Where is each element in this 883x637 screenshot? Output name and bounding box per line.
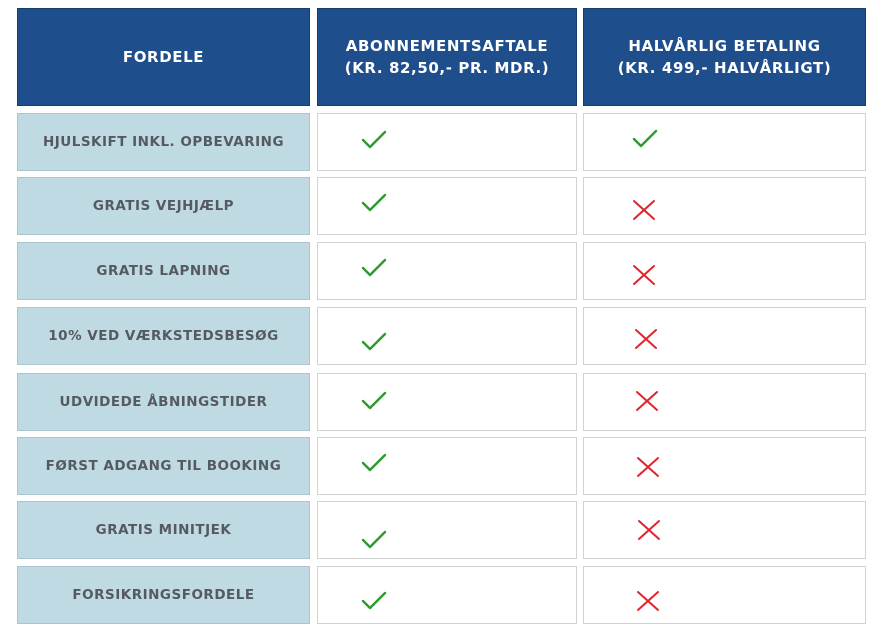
header-abonnement-price: (KR. 82,50,- PR. MDR.) (344, 59, 550, 77)
check-icon (361, 590, 387, 612)
row-label-cell (17, 373, 310, 431)
check-icon (361, 331, 387, 353)
halvaarlig-cell (583, 373, 866, 431)
row-label-cell (17, 307, 310, 365)
check-icon (361, 390, 387, 412)
header-halvaarlig-title: HALVÅRLIG BETALING (628, 37, 821, 55)
abonnement-cell (317, 113, 577, 171)
halvaarlig-cell (583, 437, 866, 495)
cross-icon (633, 328, 659, 350)
halvaarlig-cell (583, 242, 866, 300)
check-icon (361, 257, 387, 279)
abonnement-cell (317, 307, 577, 365)
row-label: UDVIDEDE ÅBNINGSTIDER (59, 394, 268, 410)
row-label: HJULSKIFT INKL. OPBEVARING (42, 134, 285, 150)
check-icon (361, 192, 387, 214)
abonnement-cell (317, 437, 577, 495)
row-label-cell (17, 501, 310, 559)
row-label-cell (17, 242, 310, 300)
row-label: GRATIS VEJHJÆLP (92, 198, 235, 214)
cross-icon (635, 590, 661, 612)
row-label: GRATIS MINITJEK (95, 522, 232, 538)
header-fordele-label: FORDELE (122, 48, 205, 66)
check-icon (361, 529, 387, 551)
halvaarlig-cell (583, 113, 866, 171)
row-label: GRATIS LAPNING (96, 263, 231, 279)
halvaarlig-cell (583, 501, 866, 559)
abonnement-cell (317, 242, 577, 300)
cross-icon (634, 390, 660, 412)
header-halvaarlig-price: (KR. 499,- HALVÅRLIGT) (617, 59, 832, 77)
row-label: 10% VED VÆRKSTEDSBESØG (48, 328, 279, 344)
row-label-cell (17, 113, 310, 171)
cross-icon (636, 519, 662, 541)
abonnement-cell (317, 177, 577, 235)
row-label: FORSIKRINGSFORDELE (72, 587, 255, 603)
row-label-cell (17, 177, 310, 235)
abonnement-cell (317, 373, 577, 431)
check-icon (361, 452, 387, 474)
abonnement-cell (317, 501, 577, 559)
check-icon (632, 128, 658, 150)
header-abonnementsaftale (317, 8, 577, 106)
cross-icon (635, 456, 661, 478)
halvaarlig-cell (583, 566, 866, 624)
header-halvaarlig-betaling (583, 8, 866, 106)
abonnement-cell (317, 566, 577, 624)
cross-icon (631, 199, 657, 221)
row-label-cell (17, 437, 310, 495)
row-label: FØRST ADGANG TIL BOOKING (45, 458, 282, 474)
check-icon (361, 129, 387, 151)
header-abonnement-title: ABONNEMENTSAFTALE (345, 37, 549, 55)
row-label-cell (17, 566, 310, 624)
halvaarlig-cell (583, 177, 866, 235)
halvaarlig-cell (583, 307, 866, 365)
header-fordele (17, 8, 310, 106)
cross-icon (631, 264, 657, 286)
